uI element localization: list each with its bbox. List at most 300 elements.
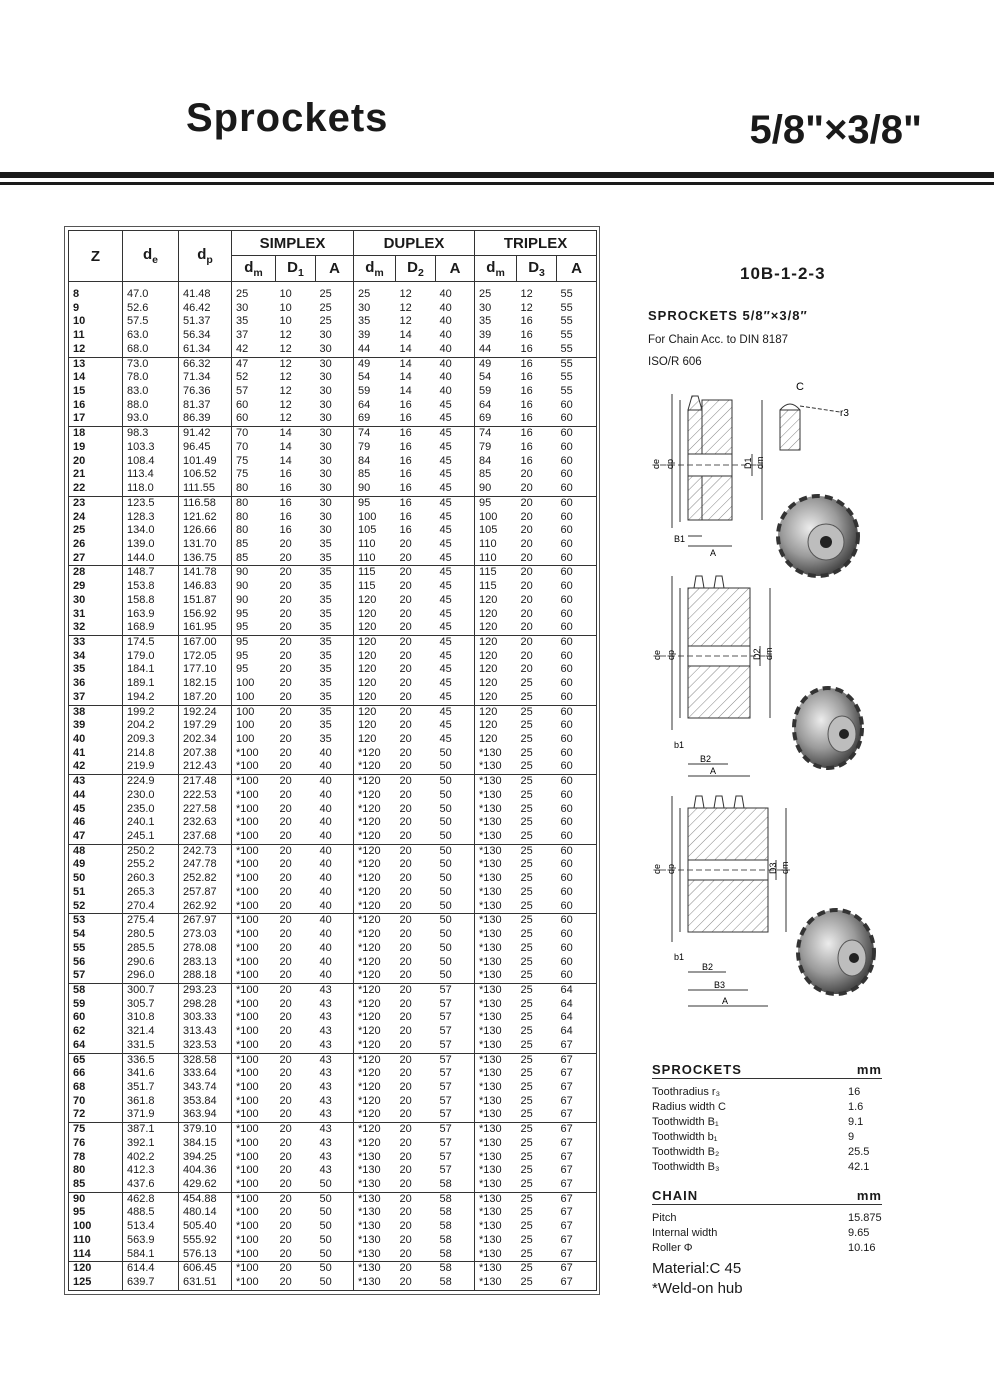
table-cell: 20 bbox=[279, 1067, 292, 1080]
table-cell: *130 bbox=[354, 1164, 396, 1178]
spec-value: 9.65 bbox=[848, 1227, 870, 1239]
table-cell: 20 bbox=[399, 677, 412, 690]
table-cell: 20 bbox=[399, 1067, 412, 1080]
table-cell: 60 bbox=[560, 719, 573, 732]
cell-z: 48 bbox=[69, 844, 123, 858]
table-cell: 50 bbox=[436, 775, 475, 789]
table-cell: 50 bbox=[439, 760, 452, 773]
table-cell: 20 bbox=[399, 969, 412, 982]
table-cell: *120 bbox=[354, 1108, 396, 1122]
table-cell: 50 bbox=[439, 802, 452, 815]
table-cell: 247.78 bbox=[179, 858, 232, 872]
table-cell: 55 bbox=[557, 357, 597, 371]
table-row bbox=[69, 1192, 597, 1206]
table-cell: *100 bbox=[232, 1137, 276, 1151]
table-cell: 20 bbox=[399, 593, 412, 606]
table-cell: *100 bbox=[232, 900, 276, 914]
table-cell: 35 bbox=[319, 690, 332, 703]
cell-z: 43 bbox=[69, 775, 123, 789]
sprocket-table bbox=[68, 230, 597, 1291]
table-cell: 66.32 bbox=[179, 357, 232, 371]
table-cell: 45 bbox=[439, 537, 452, 550]
table-cell: 35 bbox=[316, 635, 354, 649]
table-cell: *100 bbox=[232, 872, 276, 886]
table-cell: 20 bbox=[399, 1094, 412, 1107]
table-cell: 20 bbox=[279, 955, 292, 968]
cell-z: 18 bbox=[69, 427, 123, 441]
table-cell: 174.5 bbox=[123, 635, 179, 649]
table-cell: 20 bbox=[399, 1276, 412, 1289]
table-row bbox=[69, 928, 597, 942]
table-cell: 57 bbox=[439, 1164, 452, 1177]
table-cell: 505.40 bbox=[179, 1220, 232, 1234]
spec-row bbox=[652, 1145, 882, 1160]
table-cell: 20 bbox=[276, 844, 316, 858]
table-row bbox=[69, 650, 597, 664]
table-cell: 45 bbox=[439, 551, 452, 564]
table-cell: *130 bbox=[475, 1067, 517, 1081]
table-cell: 25 bbox=[520, 719, 533, 732]
table-cell: 252.82 bbox=[179, 872, 232, 886]
table-cell: *130 bbox=[475, 872, 517, 886]
table-cell: 35 bbox=[319, 607, 332, 620]
table-cell: *130 bbox=[475, 830, 517, 844]
col-a-triplex: A bbox=[557, 256, 597, 282]
table-cell: 59 bbox=[475, 385, 517, 399]
table-cell: 79 bbox=[354, 441, 396, 455]
table-cell: 25 bbox=[319, 315, 332, 328]
table-cell: 20 bbox=[279, 872, 292, 885]
table-cell: 68.0 bbox=[123, 343, 179, 357]
table-cell: 20 bbox=[520, 663, 533, 676]
table-row bbox=[69, 1123, 597, 1137]
table-cell: 45 bbox=[436, 635, 475, 649]
table-cell: 110 bbox=[475, 538, 517, 552]
table-cell: *100 bbox=[232, 886, 276, 900]
table-cell: 60 bbox=[560, 690, 573, 703]
table-cell: 20 bbox=[517, 496, 557, 510]
table-cell: 20 bbox=[399, 1025, 412, 1038]
table-cell: *100 bbox=[232, 803, 276, 817]
table-cell: 25 bbox=[475, 282, 517, 302]
table-cell: 20 bbox=[279, 607, 292, 620]
table-cell: 85 bbox=[232, 552, 276, 566]
table-cell: 95 bbox=[232, 635, 276, 649]
table-cell: 40 bbox=[316, 844, 354, 858]
model-number: 10B-1-2-3 bbox=[740, 264, 826, 283]
table-row bbox=[69, 747, 597, 761]
table-cell: 50 bbox=[439, 899, 452, 912]
table-cell: 30 bbox=[319, 412, 332, 425]
cell-z: 15 bbox=[73, 385, 86, 398]
table-cell: 85 bbox=[354, 468, 396, 482]
table-cell: 45 bbox=[439, 412, 452, 425]
table-cell: 67 bbox=[560, 1233, 573, 1246]
table-cell: 25 bbox=[520, 677, 533, 690]
spec-key: Roller Φ bbox=[652, 1242, 693, 1254]
table-cell: 45 bbox=[439, 398, 452, 411]
table-cell: 25 bbox=[520, 1247, 533, 1260]
table-cell: 120 bbox=[354, 705, 396, 719]
table-cell: 57 bbox=[439, 1011, 452, 1024]
table-cell: 412.3 bbox=[123, 1164, 179, 1178]
table-cell: 14 bbox=[279, 454, 292, 467]
table-cell: 40 bbox=[319, 746, 332, 759]
table-cell: 58 bbox=[439, 1220, 452, 1233]
table-cell: 25 bbox=[520, 1276, 533, 1289]
cell-z: 34 bbox=[73, 649, 86, 662]
cell-z: 14 bbox=[73, 371, 86, 384]
table-cell: 60 bbox=[560, 524, 573, 537]
table-row bbox=[69, 830, 597, 844]
table-cell: 60 bbox=[560, 607, 573, 620]
table-cell: 69 bbox=[354, 412, 396, 426]
table-cell: 120 bbox=[475, 677, 517, 691]
table-cell: 163.9 bbox=[123, 608, 179, 622]
table-cell: 58 bbox=[439, 1233, 452, 1246]
table-cell: 639.7 bbox=[123, 1276, 179, 1290]
table-cell: 35 bbox=[316, 566, 354, 580]
table-cell: *120 bbox=[354, 789, 396, 803]
table-cell: 60 bbox=[560, 830, 573, 843]
table-cell: 20 bbox=[279, 677, 292, 690]
table-cell: *130 bbox=[475, 1095, 517, 1109]
table-cell: 20 bbox=[396, 914, 436, 928]
table-cell: 298.28 bbox=[179, 998, 232, 1012]
table-cell: 285.5 bbox=[123, 942, 179, 956]
table-row bbox=[69, 1151, 597, 1165]
table-row bbox=[69, 1095, 597, 1109]
table-cell: 240.1 bbox=[123, 816, 179, 830]
table-cell: 20 bbox=[279, 1094, 292, 1107]
table-cell: 25 bbox=[520, 1233, 533, 1246]
table-cell: *100 bbox=[232, 1123, 276, 1137]
table-cell: 100 bbox=[232, 691, 276, 705]
table-cell: 60 bbox=[560, 468, 573, 481]
table-cell: 20 bbox=[399, 955, 412, 968]
label-dp-2: dp bbox=[666, 649, 676, 660]
table-cell: 20 bbox=[399, 1150, 412, 1163]
cell-z: 38 bbox=[69, 705, 123, 719]
table-cell: 60 bbox=[560, 955, 573, 968]
sprocket-diagrams bbox=[640, 370, 880, 1020]
table-cell: 80 bbox=[232, 496, 276, 510]
table-cell: 172.05 bbox=[179, 650, 232, 664]
table-cell: 20 bbox=[517, 635, 557, 649]
table-cell: 20 bbox=[399, 1220, 412, 1233]
table-cell: *100 bbox=[232, 1039, 276, 1053]
table-cell: 16 bbox=[399, 482, 412, 495]
spec-key: Toothwidth b₁ bbox=[652, 1131, 718, 1143]
label-d3: D3 bbox=[768, 862, 778, 874]
table-cell: 71.34 bbox=[179, 371, 232, 385]
table-cell: 60 bbox=[560, 454, 573, 467]
cell-z: 76 bbox=[73, 1136, 86, 1149]
table-cell: 54 bbox=[475, 371, 517, 385]
table-cell: 50 bbox=[319, 1206, 332, 1219]
table-cell: 151.87 bbox=[179, 594, 232, 608]
table-cell: 12 bbox=[399, 288, 412, 300]
table-cell: 16 bbox=[399, 398, 412, 411]
table-cell: 20 bbox=[399, 607, 412, 620]
table-cell: 20 bbox=[399, 1108, 412, 1121]
table-cell: *120 bbox=[354, 1123, 396, 1137]
cell-z: 8 bbox=[73, 288, 80, 300]
table-cell: 100 bbox=[475, 511, 517, 525]
table-cell: 70 bbox=[232, 441, 276, 455]
cell-z: 9 bbox=[73, 301, 80, 314]
cell-z: 10 bbox=[73, 315, 86, 328]
table-cell: *130 bbox=[475, 1248, 517, 1262]
table-cell: 227.58 bbox=[179, 803, 232, 817]
table-cell: 361.8 bbox=[123, 1095, 179, 1109]
table-cell: 25 bbox=[520, 1136, 533, 1149]
table-cell: 12 bbox=[279, 398, 292, 411]
table-cell: 12 bbox=[520, 288, 533, 300]
table-cell: *130 bbox=[475, 886, 517, 900]
table-cell: *100 bbox=[232, 942, 276, 956]
table-cell: *130 bbox=[475, 789, 517, 803]
table-row bbox=[69, 594, 597, 608]
table-cell: *120 bbox=[354, 998, 396, 1012]
table-cell: 134.0 bbox=[123, 524, 179, 538]
table-cell: 20 bbox=[279, 788, 292, 801]
table-cell: 60 bbox=[557, 775, 597, 789]
table-cell: 20 bbox=[276, 705, 316, 719]
table-cell: 45 bbox=[439, 649, 452, 662]
table-cell: *120 bbox=[354, 816, 396, 830]
table-cell: *130 bbox=[354, 1276, 396, 1290]
table-cell: 55 bbox=[560, 301, 573, 314]
spec-row bbox=[652, 1115, 882, 1130]
table-cell: 67 bbox=[557, 1123, 597, 1137]
table-cell: 57 bbox=[436, 983, 475, 997]
table-cell: 40 bbox=[319, 858, 332, 871]
table-cell: 343.74 bbox=[179, 1081, 232, 1095]
table-cell: 20 bbox=[276, 1123, 316, 1137]
label-b2-3: B2 bbox=[702, 962, 714, 972]
table-cell: 35 bbox=[319, 551, 332, 564]
table-cell: 30 bbox=[319, 342, 332, 355]
table-cell: *100 bbox=[232, 1108, 276, 1122]
table-cell: 341.6 bbox=[123, 1067, 179, 1081]
table-cell: *120 bbox=[354, 1025, 396, 1039]
table-cell: *130 bbox=[475, 816, 517, 830]
table-cell: 80 bbox=[232, 482, 276, 496]
table-cell: 60 bbox=[560, 663, 573, 676]
table-cell: 288.18 bbox=[179, 969, 232, 983]
cell-z: 13 bbox=[69, 357, 123, 371]
chain-spec-header bbox=[652, 1188, 882, 1205]
table-row bbox=[69, 816, 597, 830]
cell-z: 125 bbox=[73, 1276, 92, 1289]
cell-z: 29 bbox=[73, 580, 86, 593]
table-cell: 14 bbox=[279, 440, 292, 453]
table-cell: 25 bbox=[520, 830, 533, 843]
table-cell: 64 bbox=[560, 1025, 573, 1038]
table-cell: 57 bbox=[436, 1123, 475, 1137]
label-b1-small-3: b1 bbox=[674, 952, 685, 962]
table-cell: 43 bbox=[319, 1164, 332, 1177]
table-cell: 79 bbox=[475, 441, 517, 455]
table-cell: 57 bbox=[439, 1094, 452, 1107]
table-cell: *130 bbox=[475, 844, 517, 858]
table-cell: 20 bbox=[399, 1233, 412, 1246]
table-cell: 40 bbox=[319, 788, 332, 801]
table-cell: 61.34 bbox=[179, 343, 232, 357]
table-cell: 45 bbox=[439, 510, 452, 523]
cell-z: 36 bbox=[73, 677, 86, 690]
table-cell: 16 bbox=[520, 398, 533, 411]
table-cell: *100 bbox=[232, 969, 276, 983]
table-cell: 30 bbox=[319, 482, 332, 495]
table-cell: 20 bbox=[399, 788, 412, 801]
table-cell: *130 bbox=[475, 803, 517, 817]
table-cell: 45 bbox=[439, 690, 452, 703]
table-cell: *100 bbox=[232, 1081, 276, 1095]
table-cell: 25 bbox=[520, 760, 533, 773]
table-cell: *130 bbox=[354, 1151, 396, 1165]
table-cell: *100 bbox=[232, 1178, 276, 1192]
table-cell: 278.08 bbox=[179, 942, 232, 956]
cell-z: 60 bbox=[73, 1011, 86, 1024]
table-cell: 16 bbox=[517, 357, 557, 371]
table-cell: 50 bbox=[439, 928, 452, 941]
table-cell: *130 bbox=[475, 1192, 517, 1206]
table-cell: 25 bbox=[520, 955, 533, 968]
table-cell: 20 bbox=[520, 593, 533, 606]
table-cell: 20 bbox=[396, 566, 436, 580]
table-cell: 20 bbox=[399, 1164, 412, 1177]
table-cell: 60 bbox=[560, 621, 573, 634]
table-row bbox=[69, 983, 597, 997]
col-dm-duplex: $d_m$ bbox=[354, 256, 396, 282]
table-row bbox=[69, 1025, 597, 1039]
table-cell: 30 bbox=[319, 398, 332, 411]
spec-value: 15.875 bbox=[848, 1212, 882, 1224]
table-cell: 50 bbox=[319, 1220, 332, 1233]
table-cell: 25 bbox=[520, 941, 533, 954]
table-row bbox=[69, 775, 597, 789]
table-cell: 40 bbox=[316, 775, 354, 789]
table-cell: 336.5 bbox=[123, 1053, 179, 1067]
cell-z: 39 bbox=[73, 719, 86, 732]
table-cell: 30 bbox=[319, 371, 332, 384]
spec-value: 42.1 bbox=[848, 1161, 870, 1173]
table-cell: 14 bbox=[399, 342, 412, 355]
cell-z: 46 bbox=[73, 816, 86, 829]
table-cell: *130 bbox=[475, 998, 517, 1012]
group-duplex: DUPLEX bbox=[354, 231, 475, 256]
table-cell: 16 bbox=[279, 510, 292, 523]
table-row bbox=[69, 468, 597, 482]
table-cell: 12 bbox=[279, 412, 292, 425]
table-cell: 118.0 bbox=[123, 482, 179, 496]
table-cell: 20 bbox=[276, 566, 316, 580]
table-cell: *120 bbox=[354, 1081, 396, 1095]
cell-z: 41 bbox=[73, 746, 86, 759]
table-cell: 45 bbox=[436, 496, 475, 510]
iso-note: ISO/R 606 bbox=[648, 356, 702, 368]
table-cell: 20 bbox=[279, 1108, 292, 1121]
table-cell: 59 bbox=[354, 385, 396, 399]
table-cell: 67 bbox=[560, 1178, 573, 1190]
table-cell: 50 bbox=[439, 858, 452, 871]
table-cell: 128.3 bbox=[123, 511, 179, 525]
table-cell: 60 bbox=[560, 551, 573, 564]
table-cell: 20 bbox=[396, 705, 436, 719]
table-cell: 57 bbox=[232, 385, 276, 399]
table-cell: 40 bbox=[319, 955, 332, 968]
table-row bbox=[69, 900, 597, 914]
table-row bbox=[69, 803, 597, 817]
cell-z: 66 bbox=[73, 1067, 86, 1080]
table-cell: 111.55 bbox=[179, 482, 232, 496]
table-cell: *130 bbox=[475, 900, 517, 914]
table-cell: 20 bbox=[279, 928, 292, 941]
table-cell: 384.15 bbox=[179, 1137, 232, 1151]
table-cell: 43 bbox=[319, 1038, 332, 1051]
table-cell: 20 bbox=[399, 941, 412, 954]
table-cell: 20 bbox=[520, 621, 533, 634]
table-cell: 45 bbox=[439, 733, 452, 745]
table-cell: 40 bbox=[439, 301, 452, 314]
table-cell: 45 bbox=[439, 440, 452, 453]
sprockets-heading: SPROCKETS 5/8″×3/8″ bbox=[648, 308, 808, 323]
table-cell: 25 bbox=[520, 746, 533, 759]
table-cell: 257.87 bbox=[179, 886, 232, 900]
table-cell: 90 bbox=[232, 594, 276, 608]
table-cell: 20 bbox=[399, 580, 412, 593]
table-cell: 429.62 bbox=[179, 1178, 232, 1192]
table-cell: 20 bbox=[279, 746, 292, 759]
table-cell: 20 bbox=[396, 775, 436, 789]
cell-z: 47 bbox=[73, 830, 86, 843]
table-cell: 146.83 bbox=[179, 580, 232, 594]
table-cell: 120 bbox=[354, 719, 396, 733]
table-cell: 70 bbox=[232, 427, 276, 441]
table-cell: 353.84 bbox=[179, 1095, 232, 1109]
table-cell: 513.4 bbox=[123, 1220, 179, 1234]
table-cell: 100 bbox=[354, 511, 396, 525]
table-cell: 85 bbox=[232, 538, 276, 552]
simplex-sprocket-photo bbox=[778, 496, 858, 576]
table-cell: 20 bbox=[520, 510, 533, 523]
table-cell: 50 bbox=[439, 885, 452, 898]
table-cell: 20 bbox=[279, 802, 292, 815]
table-cell: *100 bbox=[232, 1192, 276, 1206]
cell-z: 27 bbox=[73, 551, 86, 564]
table-cell: 60 bbox=[560, 899, 573, 912]
table-cell: 30 bbox=[316, 496, 354, 510]
table-cell: 156.92 bbox=[179, 608, 232, 622]
table-cell: 20 bbox=[520, 580, 533, 593]
table-cell: 40 bbox=[439, 385, 452, 398]
table-cell: 30 bbox=[475, 302, 517, 316]
table-cell: *100 bbox=[232, 998, 276, 1012]
table-cell: 35 bbox=[319, 649, 332, 662]
table-cell: 60 bbox=[560, 928, 573, 941]
table-cell: *120 bbox=[354, 775, 396, 789]
table-cell: 25 bbox=[520, 1038, 533, 1051]
table-cell: 55 bbox=[560, 385, 573, 398]
table-row bbox=[69, 282, 597, 302]
label-b1: B1 bbox=[674, 534, 686, 544]
table-cell: 88.0 bbox=[123, 399, 179, 413]
table-cell: 44 bbox=[475, 343, 517, 357]
table-cell: 20 bbox=[396, 1262, 436, 1276]
table-cell: 20 bbox=[279, 969, 292, 982]
